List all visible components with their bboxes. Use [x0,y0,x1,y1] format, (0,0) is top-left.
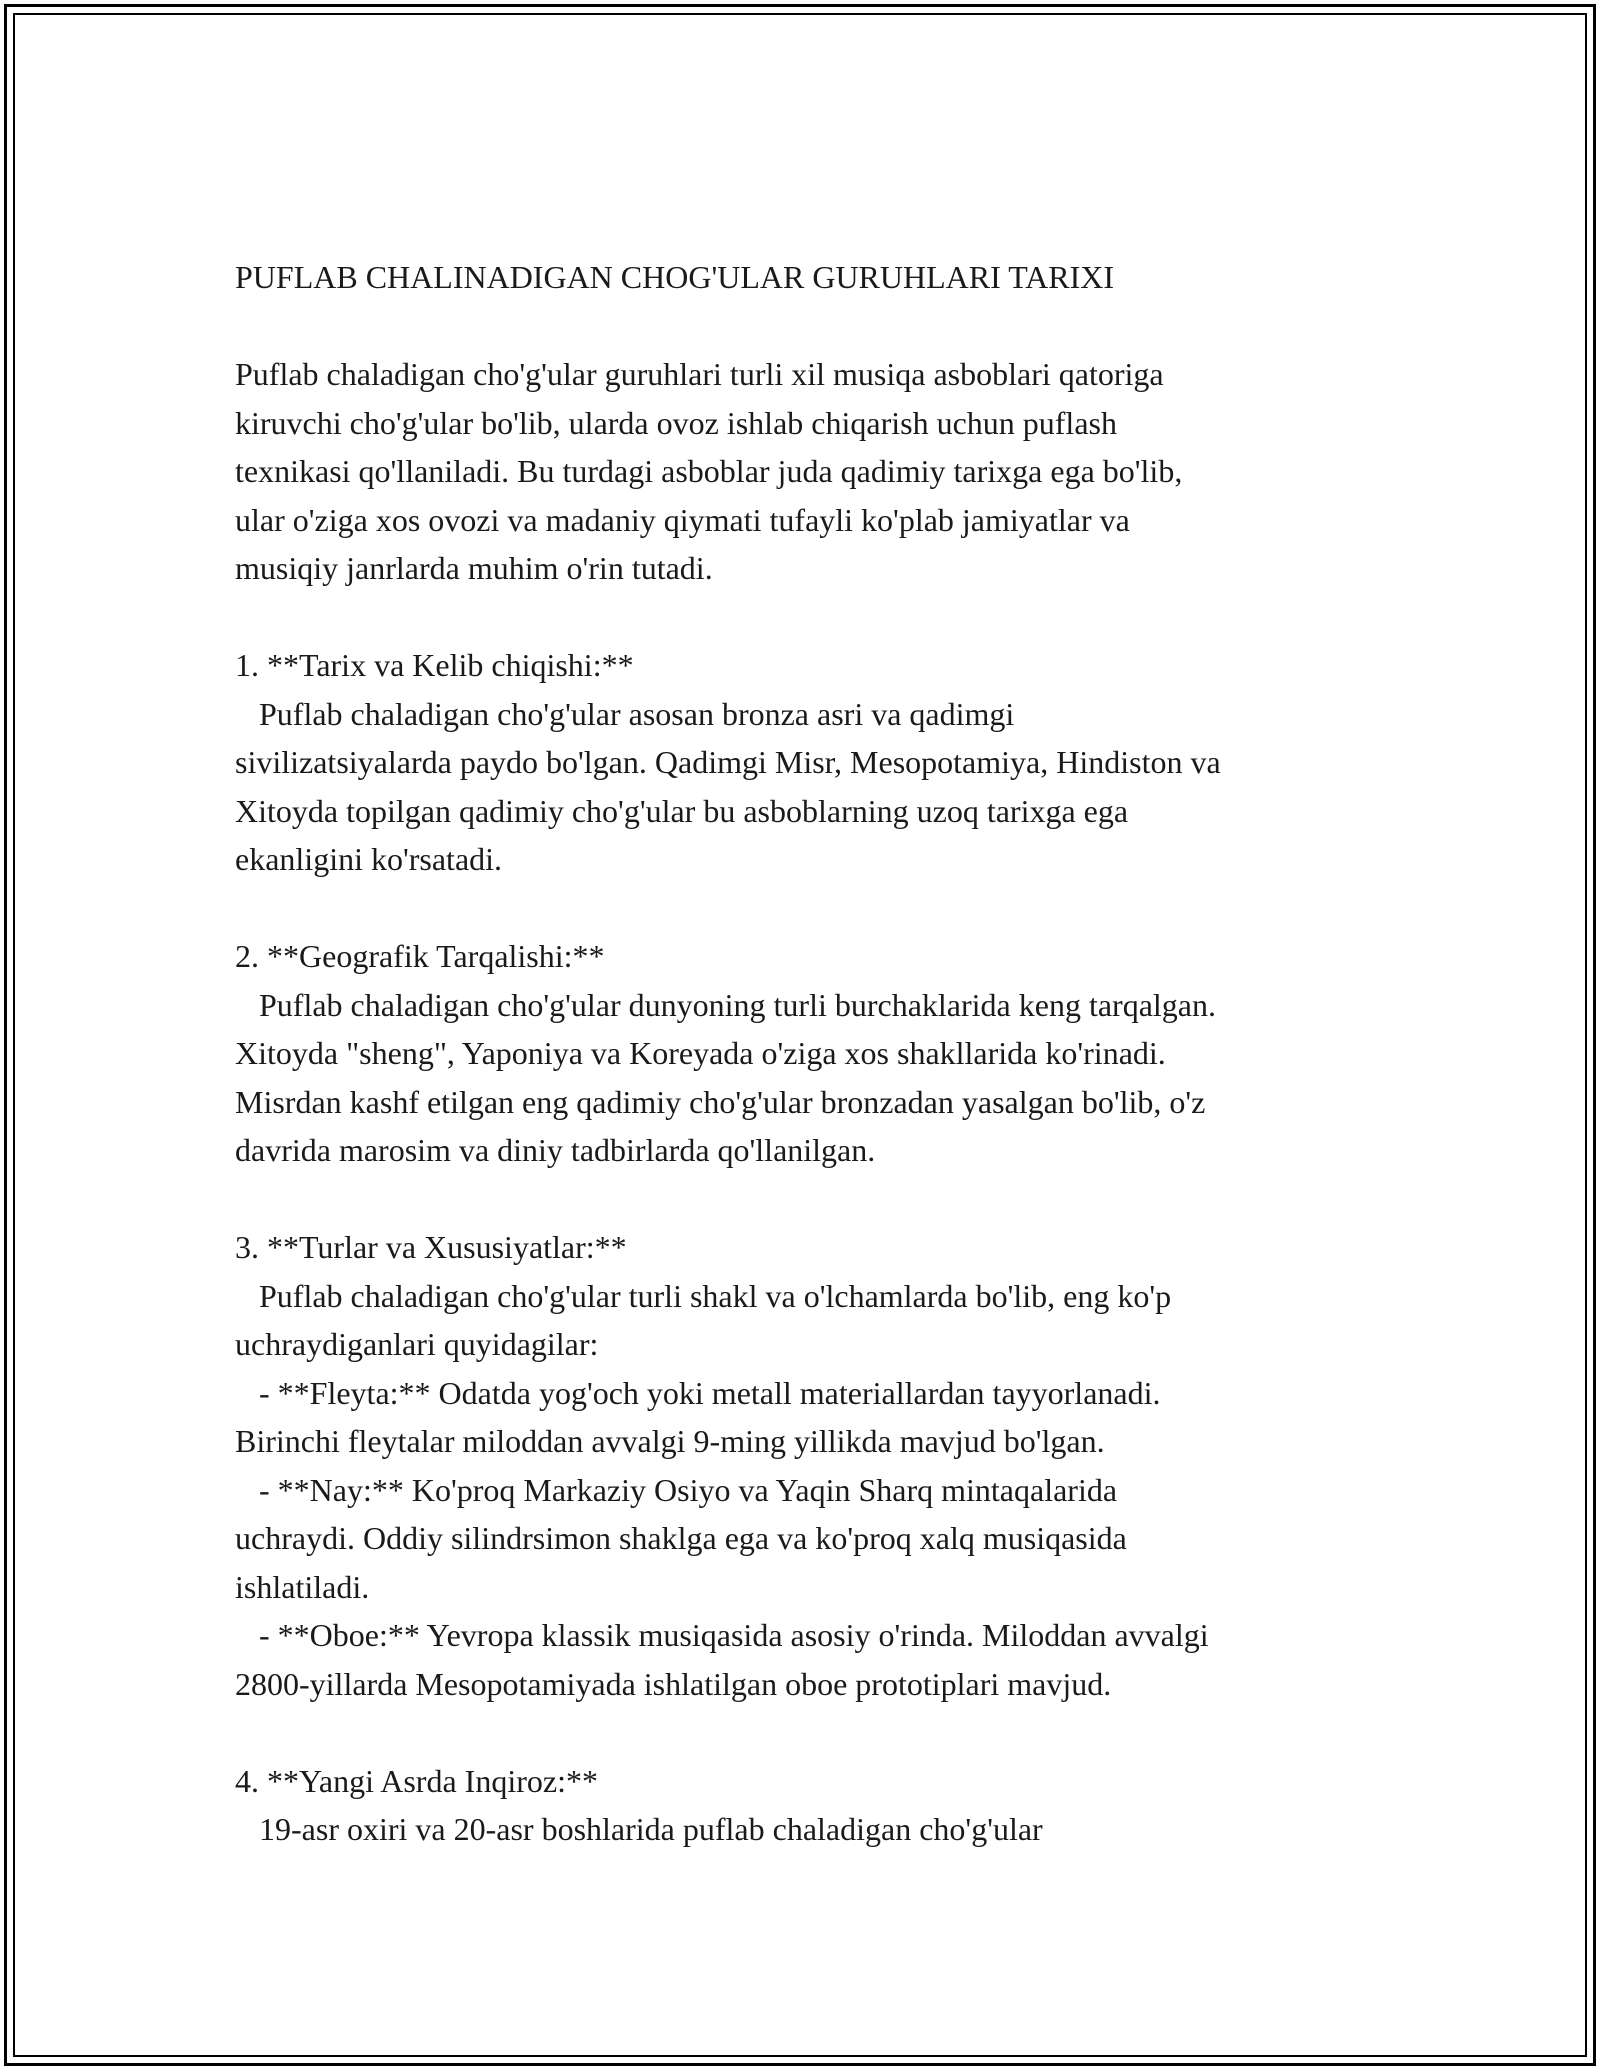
spacer [235,302,1385,351]
section-line: 2800-yillarda Mesopotamiyada ishlatilgan oboe prototiplari mavjud. [235,1665,1112,1702]
section-heading: 2. **Geografik Tarqalishi:** [235,938,605,974]
section-line: Puflab chaladigan cho'g'ular asosan bronza asri va qadimgi [235,695,1015,732]
document-title: PUFLAB CHALINADIGAN CHOG'ULAR GURUHLARI TARIXI [235,259,1115,295]
section-line: davrida marosim va diniy tadbirlarda qo'llanilgan. [235,1132,876,1168]
section-line: Puflab chaladigan cho'g'ular dunyoning turli burchaklarida keng tarqalgan. [235,986,1216,1023]
intro-paragraph [235,350,1385,593]
section-line: uchraydiganlari quyidagilar: [235,1326,599,1362]
list-item-line: - **Fleyta:** Odatda yog'och yoki metall materiallardan tayyorlanadi. [235,1374,1161,1411]
list-item-line: - **Nay:** Ko'proq Markaziy Osiyo va Yaqin Sharq mintaqalarida [235,1471,1118,1508]
section-line: Birinchi fleytalar miloddan avvalgi 9-ming yillikda mavjud bo'lgan. [235,1423,1105,1459]
section-heading: 1. **Tarix va Kelib chiqishi:** [235,647,634,683]
section-types [235,1223,1385,1708]
spacer [235,884,1385,933]
intro-line: kiruvchi cho'g'ular bo'lib, ularda ovoz ishlab chiqarish uchun puflash [235,404,1117,441]
intro-line: ular o'ziga xos ovozi va madaniy qiymati tufayli ko'plab jamiyatlar va [235,501,1130,538]
intro-line: musiqiy janrlarda muhim o'rin tutadi. [235,550,713,586]
list-item-line: - **Oboe:** Yevropa klassik musiqasida asosiy o'rinda. Miloddan avvalgi [235,1617,1209,1653]
section-line: Puflab chaladigan cho'g'ular turli shakl va o'lchamlarda bo'lib, eng ko'p [235,1277,1172,1314]
section-line: ekanligini ko'rsatadi. [235,841,503,877]
section-history [235,641,1385,884]
spacer [235,593,1385,642]
section-line: 19-asr oxiri va 20-asr boshlarida puflab chaladigan cho'g'ular [235,1811,1043,1847]
intro-line: texnikasi qo'llaniladi. Bu turdagi asboblar juda qadimiy tarixga ega bo'lib, [235,453,1183,489]
section-line: Xitoyda "sheng", Yaponiya va Koreyada o'ziga xos shakllarida ko'rinadi. [235,1035,1166,1071]
section-line: uchraydi. Oddiy silindrsimon shaklga ega va ko'proq xalq musiqasida [235,1520,1127,1556]
section-line: ishlatiladi. [235,1568,370,1605]
section-geography [235,932,1385,1175]
document-body [235,253,1385,1854]
section-line: Misrdan kashf etilgan eng qadimiy cho'g'ular bronzadan yasalgan bo'lib, o'z [235,1083,1206,1120]
section-decline [235,1757,1385,1854]
spacer [235,1708,1385,1757]
section-heading: 4. **Yangi Asrda Inqiroz:** [235,1762,598,1799]
spacer [235,1175,1385,1224]
intro-line: Puflab chaladigan cho'g'ular guruhlari turli xil musiqa asboblari qatoriga [235,356,1164,392]
section-heading: 3. **Turlar va Xususiyatlar:** [235,1229,627,1265]
section-line: sivilizatsiyalarda paydo bo'lgan. Qadimgi Misr, Mesopotamiya, Hindiston va [235,744,1221,780]
section-line: Xitoyda topilgan qadimiy cho'g'ular bu asboblarning uzoq tarixga ega [235,792,1129,829]
